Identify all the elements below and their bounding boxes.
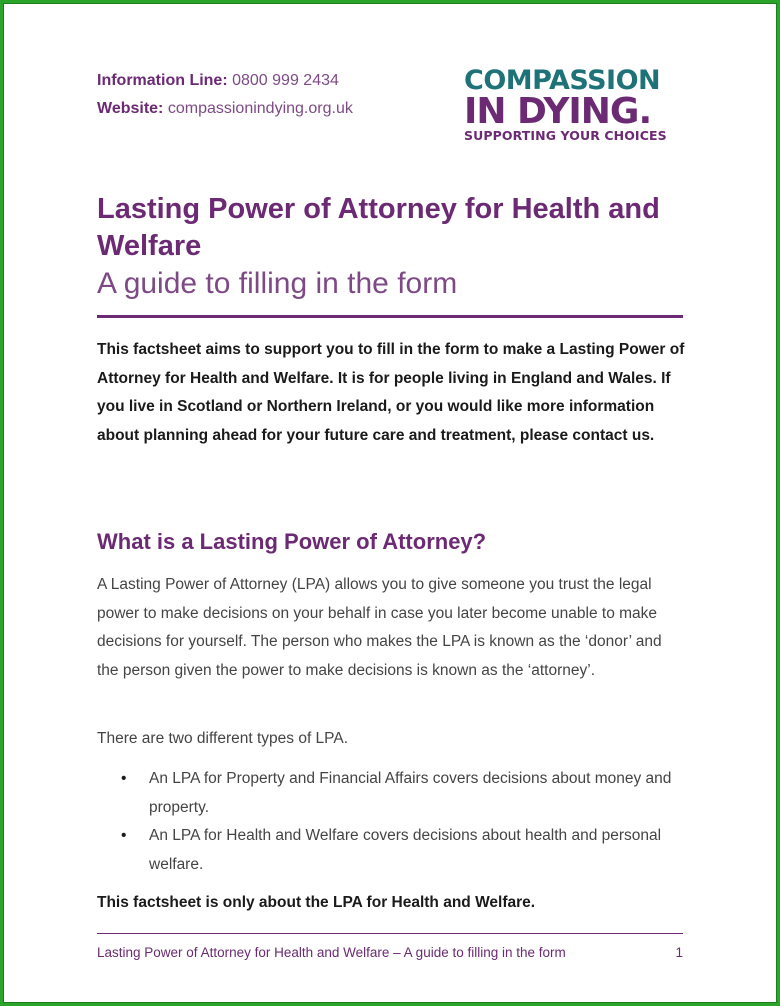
list-item bbox=[97, 822, 687, 879]
logo-tagline: SUPPORTING YOUR CHOICES bbox=[464, 128, 667, 143]
body-paragraph-1: A Lasting Power of Attorney (LPA) allows you to give someone you trust the legal power to make decisions on your behalf in case you later become unable to make decisions for yourself. The person who makes the LPA is known as the ‘donor’ and the person given the power to make decisions is known as the ‘attorney’. bbox=[97, 576, 662, 679]
list-item-text: An LPA for Health and Welfare covers decisions about health and personal welfare. bbox=[149, 827, 662, 873]
bullet-icon: • bbox=[121, 827, 127, 844]
footer-divider bbox=[97, 933, 683, 934]
document-subtitle: A guide to filling in the form bbox=[97, 267, 458, 300]
compassion-in-dying-logo bbox=[464, 67, 689, 143]
website-line bbox=[97, 95, 353, 123]
website-link[interactable]: compassionindying.org.uk bbox=[167, 100, 353, 117]
bullet-icon: • bbox=[121, 770, 127, 787]
footer-text: Lasting Power of Attorney for Health and Welfare – A guide to filling in the form bbox=[97, 945, 566, 960]
title-divider bbox=[97, 315, 683, 318]
page-number: 1 bbox=[675, 945, 683, 960]
lpa-types-list bbox=[97, 765, 687, 879]
body-paragraph-2: There are two different types of LPA. bbox=[97, 730, 349, 747]
document-title: Lasting Power of Attorney for Health and Welfare bbox=[97, 193, 660, 262]
closing-statement: This factsheet is only about the LPA for Health and Welfare. bbox=[97, 894, 536, 911]
list-item bbox=[97, 765, 687, 822]
website-label: Website: bbox=[97, 100, 164, 117]
section-heading: What is a Lasting Power of Attorney? bbox=[97, 529, 487, 554]
logo-line2: IN DYING. bbox=[464, 91, 652, 132]
info-line bbox=[97, 67, 353, 95]
document-page bbox=[5, 5, 775, 1001]
page-footer bbox=[97, 942, 683, 964]
logo-line1: COMPASSION bbox=[464, 65, 661, 96]
info-line-number: 0800 999 2434 bbox=[232, 72, 339, 89]
info-line-label: Information Line: bbox=[97, 72, 228, 89]
list-item-text: An LPA for Property and Financial Affairs covers decisions about money and property. bbox=[149, 770, 672, 816]
intro-paragraph: This factsheet aims to support you to fill in the form to make a Lasting Power of Attorney for Health and Welfare. It is for people living in England and Wales. If you live in Scotland or Northern Ireland, or you would like more information about planning ahead for your future care and treatment, please contact us. bbox=[97, 341, 685, 444]
contact-block bbox=[97, 67, 353, 123]
